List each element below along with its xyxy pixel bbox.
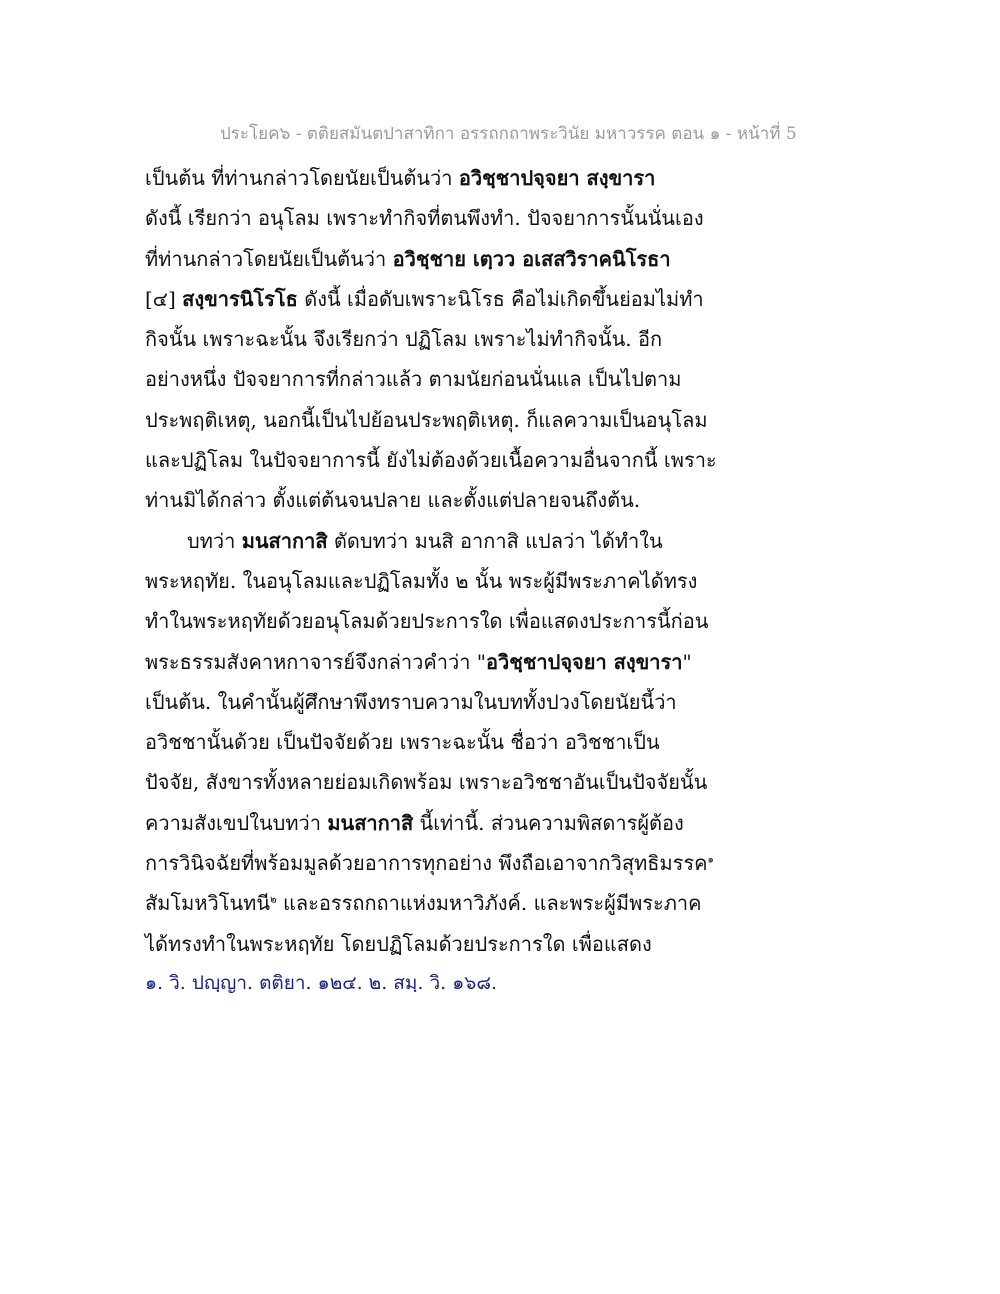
text-segment: ดังนี้ เมื่อดับเพราะนิโรธ คือไม่เกิดขึ้นย่อมไม่ทำ (297, 286, 704, 311)
text-segment: นี้เท่านี้. ส่วนความพิสดารผู้ต้อง (413, 810, 684, 835)
text-line (145, 883, 725, 923)
text-line (145, 239, 725, 279)
text-line (145, 561, 725, 601)
footnote: ๑. วิ. ปญฺญา. ตติยา. ๑๒๔. ๒. สมฺ. วิ. ๑๖๘. (145, 972, 498, 994)
bold-term: มนสากาสิ (241, 528, 328, 553)
text-segment: พระธรรมสังคาหกาจารย์จึงกล่าวคำว่า " (145, 649, 486, 674)
text-segment: ที่ท่านกล่าวโดยนัยเป็นต้นว่า (145, 246, 393, 271)
bold-term: มนสากาสิ (327, 810, 414, 835)
text-segment: ดังนี้ เรียกว่า อนุโลม เพราะทำกิจที่ตนพึงทำ. ปัจจยาการนั้นนั่นเอง (145, 206, 704, 231)
text-line (145, 158, 725, 198)
text-line (145, 359, 725, 399)
text-segment: กิจนั้น เพราะฉะนั้น จึงเรียกว่า ปฏิโลม เพราะไม่ทำกิจนั้น. อีก (145, 327, 663, 352)
text-segment: ทำในพระหฤทัยด้วยอนุโลมด้วยประการใด เพื่อแสดงประการนี้ก่อน (145, 609, 709, 634)
text-line (145, 762, 725, 802)
text-line (145, 521, 725, 561)
bold-term: อวิชฺชาปจฺจยา สงฺขารา (486, 649, 683, 674)
text-line (145, 440, 725, 480)
text-segment: ปัจจัย, สังขารทั้งหลายย่อมเกิดพร้อม เพราะอวิชชาอันเป็นปัจจัยนั้น (145, 770, 708, 795)
text-segment: [๔] (145, 286, 183, 311)
text-segment: ได้ทรงทำในพระหฤทัย โดยปฏิโลมด้วยประการใด เพื่อแสดง (145, 931, 652, 956)
text-segment: " (682, 649, 692, 674)
bold-term: อวิชฺชาปจฺจยา สงฺขารา (458, 166, 656, 190)
text-line (145, 843, 725, 883)
text-segment: อย่างหนึ่ง ปัจจยาการที่กล่าวแล้ว ตามนัยก่อนนั่นแล เป็นไปตาม (145, 367, 682, 392)
text-line (145, 682, 725, 722)
text-segment: การวินิจฉัยที่พร้อมมูลด้วยอาการทุกอย่าง พึงถือเอาจากวิสุทธิมรรค (145, 851, 708, 876)
text-segment: และอรรถกถาแห่งมหาวิภังค์. และพระผู้มีพระภาค (276, 891, 702, 916)
bold-term: สงฺขารนิโรโธ (182, 286, 298, 311)
text-segment: เป็นต้น. ในคำนั้นผู้ศึกษาพึงทราบความในบททั้งปวงโดยนัยนี้ว่า (145, 689, 677, 714)
text-line (145, 803, 725, 843)
footnote-marker: ๑ (707, 854, 714, 866)
page-header: ประโยค๖ - ตติยสมันตปาสาทิกา อรรถกถาพระวินัย มหาวรรค ตอน ๑ - หน้าที่ 5 (220, 124, 797, 144)
text-segment: สัมโมหวิโนทนี (145, 891, 270, 916)
bold-term: อวิชฺชาย เตฺวว อเสสวิราคนิโรธา (392, 246, 671, 271)
text-segment: ประพฤติเหตุ, นอกนี้เป็นไปย้อนประพฤติเหตุ. ก็แลความเป็นอนุโลม (145, 407, 708, 432)
body-text (145, 158, 725, 964)
text-segment: ตัดบทว่า มนสิ อากาสิ แปลว่า ได้ทำใน (327, 528, 663, 553)
text-line (145, 480, 725, 520)
text-line (145, 279, 725, 319)
text-segment: และปฏิโลม ในปัจจยาการนี้ ยังไม่ต้องด้วยเนื้อความอื่นจากนี้ เพราะ (145, 448, 717, 473)
text-line (145, 722, 725, 762)
text-line (145, 198, 725, 238)
text-line (145, 924, 725, 964)
text-line (145, 400, 725, 440)
text-segment: อวิชชานั้นด้วย เป็นปัจจัยด้วย เพราะฉะนั้น ชื่อว่า อวิชชาเป็น (145, 730, 660, 755)
text-segment: บทว่า (187, 528, 242, 553)
text-segment: ท่านมิได้กล่าว ตั้งแต่ต้นจนปลาย และตั้งแต่ปลายจนถึงต้น. (145, 488, 641, 513)
text-segment: ความสังเขปในบทว่า (145, 810, 328, 835)
text-line (145, 319, 725, 359)
text-line (145, 601, 725, 641)
text-segment: พระหฤทัย. ในอนุโลมและปฏิโลมทั้ง ๒ นั้น พระผู้มีพระภาคได้ทรง (145, 568, 698, 593)
footnote-marker: ๒ (270, 894, 277, 906)
text-line (145, 642, 725, 682)
text-segment: เป็นต้น ที่ท่านกล่าวโดยนัยเป็นต้นว่า (145, 166, 459, 190)
